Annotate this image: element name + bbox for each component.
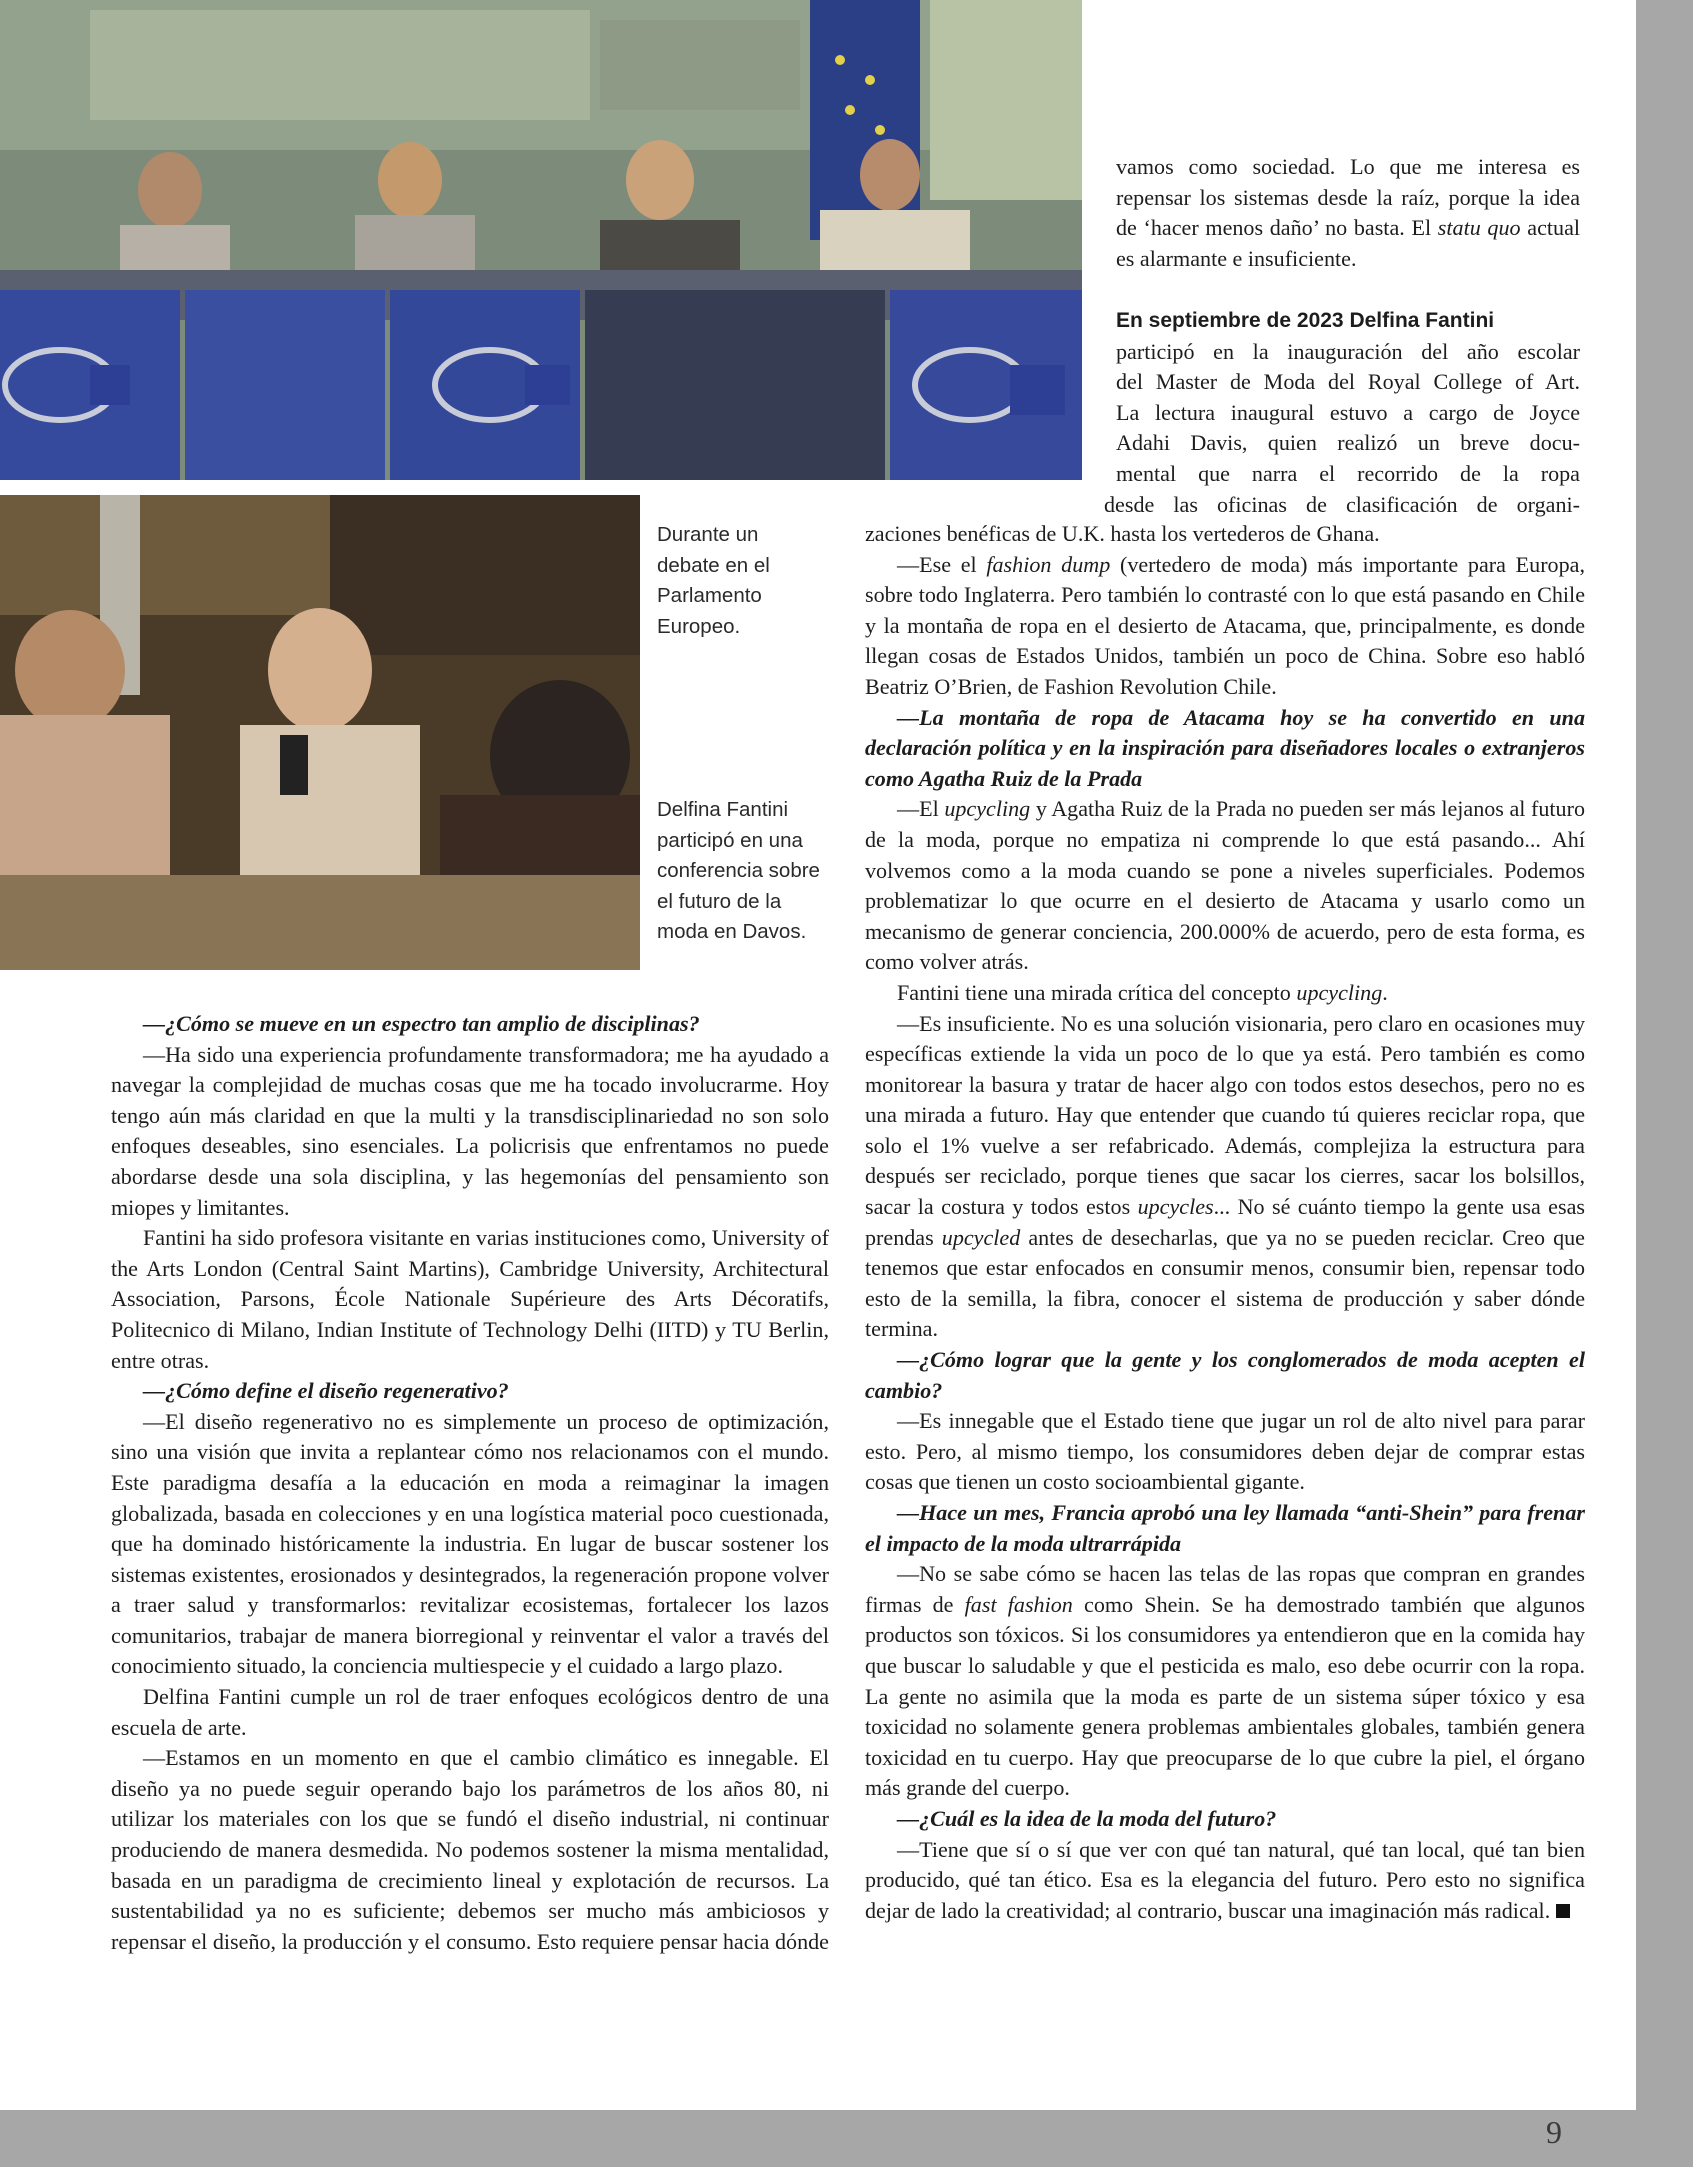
line: desde las oficinas de clasificación de organi-	[1104, 491, 1580, 517]
paragraph: —No se sabe cómo se hacen las telas de las ropas que compran en grandes firmas de fast fashion como Shein. Se ha demostrado también que algunos productos son tóxicos. Si los consumidores ya entendieron que en la comida hay que buscar lo saludable y que el pesticida es malo, eso debe ocurrir con la ropa. La gente no asimila que la moda es parte de un sistema súper tóxico y esa toxicidad no solamente genera problemas ambientales globales, también genera toxicidad en tu cuerpo. Hay que preocuparse de lo que cubre la piel, el órgano más grande del cuerpo.	[865, 1561, 1586, 1801]
line: Adahi Davis, quien realizó un breve docu-	[1116, 430, 1580, 456]
page-number: 9	[1546, 2114, 1562, 2150]
photo-davos-conference	[0, 495, 640, 970]
interview-question: —¿Cómo define el diseño regenerativo?	[143, 1378, 509, 1404]
line: participó en la inauguración del año escolar	[1116, 338, 1580, 364]
paragraph: —Tiene que sí o sí que ver con qué tan natural, qué tan local, qué tan bien producido, qué tan ético. Esa es la elegancia del futuro. Pero esto no significa dejar de lado la creatividad; al contrario, buscar una imaginación más radical.	[865, 1836, 1585, 1923]
caption-davos: Delfina Fantini participó en una conferencia sobre el futuro de la moda en Davos.	[657, 798, 820, 944]
line: La lectura inaugural estuvo a cargo de Joyce	[1116, 399, 1580, 425]
section-lead: En septiembre de 2023 Delfina Fantini	[1116, 308, 1495, 332]
paragraph: —Es insuficiente. No es una solución visionaria, pero claro en ocasiones muy específicas extiende la vida un poco de lo que ya está. Pero también es como monitorear la basura y tratar de hacer algo con todos estos desechos, pero no es una mirada a futuro. Hay que entender que cuando tú quieres reciclar ropa, que solo el 1% vuelve a ser refabricado. Además, complejiza la estructura para después ser reciclado, porque tienes que sacar los cierres, sacar los bolsillos, sacar la costura y todos estos upcycles... No sé cuánto tiempo la gente usa esas prendas upcycled antes de desecharlas, que ya no se pueden reciclar. Creo que tenemos que estar enfocados en consumir menos, consumir bien, repensar todo esto de la semilla, la fibra, conocer el sistema de producción y saber dónde termina.	[865, 1010, 1585, 1342]
line: del Master de Moda del Royal College of Art.	[1116, 369, 1580, 395]
paragraph: —Ese el fashion dump (vertedero de moda) más importante para Europa, sobre todo Inglaterra. Pero también lo contrasté con lo que está pasando en Chile y la montaña de ropa en el desierto de Atacama, que, principalmente, es donde llegan cosas de Estados Unidos, también un poco de China. Sobre eso habló Beatriz O’Brien, de Fashion Revolution Chile.	[865, 551, 1585, 699]
paragraph: Fantini ha sido profesora visitante en varias instituciones como, University of the Arts London (Central Saint Martins), Cambridge University, Architectural Association, Parsons, École Nationale Supérieure des Arts Décoratifs, Politecnico di Milano, Indian Institute of Technology Delhi (IITD) y TU Berlin, entre otras.	[111, 1225, 829, 1373]
left-column	[111, 1009, 829, 1957]
paragraph: —Es innegable que el Estado tiene que jugar un rol de alto nivel para parar esto. Pero, al mismo tiempo, los consumidores deben dejar de comprar estas cosas que tienen un costo socioambiental gigante.	[865, 1408, 1585, 1495]
paragraph: —Estamos en un momento en que el cambio climático es innegable. El diseño ya no puede seguir operando bajo los parámetros de los años 80, ni utilizar los materiales con los que se fundó el diseño industrial, ni continuar produciendo de manera desmedida. No podemos sostener la misma mentalidad, basada en un paradigma de crecimiento lineal y explotación de recursos. La sustentabilidad ya no es suficiente; debemos ser mucho más ambiciosos y repensar el diseño, la producción y el consumo. Esto requiere pensar hacia dónde	[111, 1745, 829, 1954]
paragraph: —Ha sido una experiencia profundamente transformadora; me ha ayudado a navegar la complejidad de muchas cosas que me ha tocado involucrarme. Hoy tengo aún más claridad en que la multi y la transdisciplinariedad no son solo enfoques deseables, sino esenciales. La policrisis que enfrentamos no puede abordarse desde una sola disciplina, y las hegemonías del pensamiento son miopes y limitantes.	[111, 1041, 829, 1220]
interview-question: —La montaña de ropa de Atacama hoy se ha convertido en una declaración política y en la inspiración para diseñadores locales o extranjeros como Agatha Ruiz de la Prada	[865, 704, 1585, 791]
paragraph: Delfina Fantini cumple un rol de traer enfoques ecológicos dentro de una escuela de arte.	[111, 1684, 829, 1740]
paragraph: —El diseño regenerativo no es simplemente un proceso de optimización, sino una visión que invita a replantear cómo nos relacionamos con el mundo. Este paradigma desafía a la educación en moda a reimaginar la imagen globalizada, basada en colecciones y en una logística material poco cuestionada, que ha dominado históricamente la industria. En lugar de buscar sostener los sistemas existentes, erosionados y desintegrados, la regeneración propone volver a traer salud y transformarlos: revitalizar ecosistemas, fortalecer los lazos comunitarios, trabajar de manera biorregional y reinventar el valor a través del conocimiento situado, la conciencia multiespecie y el cuidado a largo plazo.	[111, 1408, 829, 1679]
interview-question: —¿Cómo se mueve en un espectro tan amplio de disciplinas?	[143, 1011, 700, 1036]
right-lower-column	[865, 519, 1585, 1926]
interview-question: —¿Cómo lograr que la gente y los conglomerados de moda acepten el cambio?	[865, 1347, 1585, 1403]
photo-parliament-debate	[0, 0, 1082, 480]
paragraph: zaciones benéficas de U.K. hasta los vertederos de Ghana.	[865, 521, 1380, 546]
paragraph: Fantini tiene una mirada crítica del concepto upcycling.	[897, 979, 1388, 1005]
end-mark-icon	[1556, 1904, 1570, 1918]
right-upper-column	[1104, 152, 1581, 520]
interview-question: —Hace un mes, Francia aprobó una ley llamada “anti-Shein” para frenar el impacto de la moda ultrarrápida	[865, 1500, 1585, 1556]
interview-question: —¿Cuál es la idea de la moda del futuro?	[897, 1805, 1277, 1831]
line: mental que narra el recorrido de la ropa	[1116, 460, 1580, 486]
paragraph: vamos como sociedad. Lo que me interesa es repensar los sistemas desde la raíz, porque la idea de ‘hacer menos daño’ no basta. El statu quo actual es alarmante e insuficiente.	[1116, 154, 1581, 271]
caption-parliament: Durante un debate en el Parlamento Europeo.	[657, 523, 770, 638]
paragraph: —El upcycling y Agatha Ruiz de la Prada no pueden ser más lejanos al futuro de la moda, porque no empatiza ni comprende lo que está pasando... Ahí volvemos como a la moda cuando se pone a niveles superficiales. Podemos problematizar lo que ocurre en el desierto de Atacama y usarlo como un mecanismo de generar conciencia, 200.000% de acuerdo, pero de esta forma, es como volver atrás.	[865, 796, 1585, 975]
